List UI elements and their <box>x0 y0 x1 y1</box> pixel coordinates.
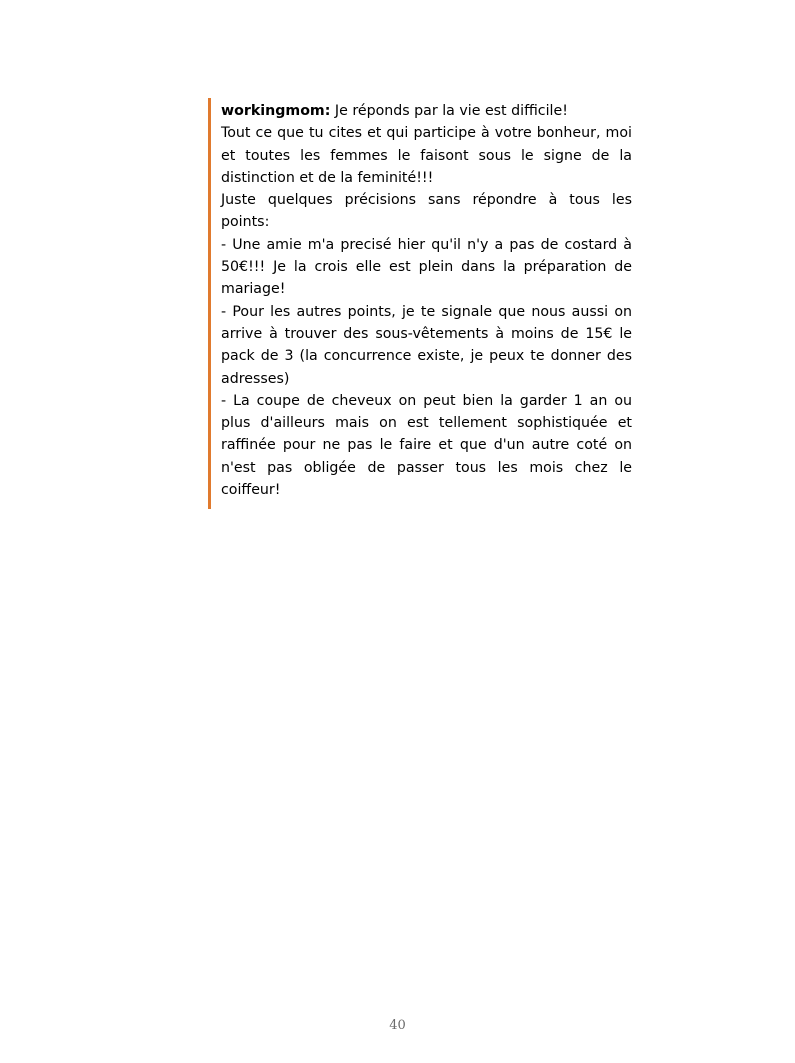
page-number: 40 <box>389 1018 406 1033</box>
quote-paragraph: - La coupe de cheveux on peut bien la garder 1 an ou plus d'ailleurs mais on est tellement sophistiquée et raffinée pour ne pas le faire et que d'un autre coté on n'est pas obligée de passer tous les mois chez le coiffeur! <box>221 392 632 499</box>
quote-paragraph: - Pour les autres points, je te signale que nous aussi on arrive à trouver des sous-vêtements à moins de 15€ le pack de 3 (la concurrence existe, je peux te donner des adresses) <box>221 303 632 387</box>
quote-first-line-text: Je réponds par la vie est difficile! <box>330 103 568 119</box>
quote-block <box>208 98 632 509</box>
quote-paragraph: - Une amie m'a precisé hier qu'il n'y a pas de costard à 50€!!! Je la crois elle est plein dans la préparation de mariage! <box>221 236 632 298</box>
quote-first-line <box>221 100 632 122</box>
quote-author: workingmom: <box>221 103 331 119</box>
quote-paragraph: Juste quelques précisions sans répondre à tous les points: <box>221 192 632 231</box>
quote-paragraph: Tout ce que tu cites et qui participe à votre bonheur, moi et toutes les femmes le faisont sous le signe de la distinction et de la feminité!!! <box>221 125 632 186</box>
